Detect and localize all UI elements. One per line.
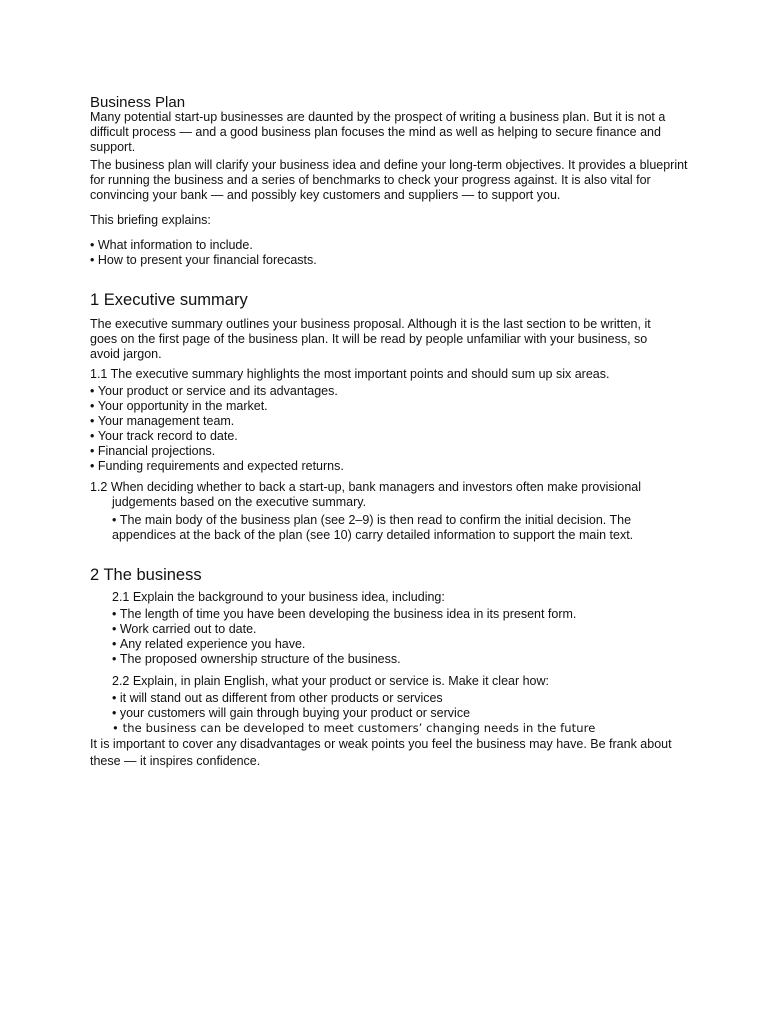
- list-item: • Any related experience you have.: [112, 637, 712, 652]
- section-2-1-paragraph: 2.1 Explain the background to your business idea, including:: [112, 590, 445, 604]
- section-2-2-list: [112, 691, 712, 736]
- list-item: • The main body of the business plan (see 2–9) is then read to confirm the initial decision. The appendices at the back of the plan (see 10) carry detailed information to support the main text.: [112, 513, 652, 543]
- intro-paragraph-3: This briefing explains:: [90, 213, 211, 227]
- intro-paragraph-2: The business plan will clarify your business idea and define your long-term objectives. It provides a blueprint for running the business and a series of benchmarks to check your progress against. It is also vital for convincing your bank — and possibly key customers and suppliers — to support you.: [90, 158, 688, 202]
- list-item: • it will stand out as different from other products or services: [112, 691, 712, 706]
- list-item: • your customers will gain through buying your product or service: [112, 706, 712, 721]
- section-2-1-list: [112, 607, 712, 667]
- intro-paragraph-1: Many potential start-up businesses are daunted by the prospect of writing a business plan. But it is not a difficult process — and a good business plan focuses the mind as well as helping to secure finance and support.: [90, 110, 666, 154]
- list-item: • Your track record to date.: [90, 429, 690, 444]
- list-item: • The proposed ownership structure of the business.: [112, 652, 712, 667]
- list-item: • How to present your financial forecasts.: [90, 253, 690, 268]
- list-item: • Financial projections.: [90, 444, 690, 459]
- section-1-paragraph: The executive summary outlines your business proposal. Although it is the last section to be written, it goes on the first page of the business plan. It will be read by people unfamiliar with your business, so avoid jargon.: [90, 317, 651, 361]
- section-2-closing-paragraph: It is important to cover any disadvantages or weak points you feel the business may have. Be frank about these — it inspires confidence.: [90, 737, 672, 768]
- section-1-2-text: 1.2 When deciding whether to back a start-up, bank managers and investors often make provisional judgements based on the executive summary.: [90, 480, 642, 509]
- list-item: • The length of time you have been developing the business idea in its present form.: [112, 607, 712, 622]
- intro-list: [90, 238, 690, 268]
- list-item: • the business can be developed to meet customers’ changing needs in the future: [112, 721, 712, 736]
- section-1-1-paragraph: 1.1 The executive summary highlights the most important points and should sum up six areas.: [90, 367, 610, 381]
- section-1-1-list: [90, 384, 690, 474]
- section-2-2-paragraph: 2.2 Explain, in plain English, what your product or service is. Make it clear how:: [112, 674, 550, 688]
- list-item: • What information to include.: [90, 238, 690, 253]
- page-title: Business Plan: [90, 94, 186, 111]
- section-1-2-paragraph: [90, 480, 650, 510]
- section-2-heading: 2 The business: [90, 566, 202, 584]
- section-1-2-list: [112, 513, 652, 543]
- section-1-heading: 1 Executive summary: [90, 291, 248, 309]
- list-item: • Your product or service and its advantages.: [90, 384, 690, 399]
- list-item: • Work carried out to date.: [112, 622, 712, 637]
- list-item: • Funding requirements and expected returns.: [90, 459, 690, 474]
- list-item: • Your opportunity in the market.: [90, 399, 690, 414]
- list-item: • Your management team.: [90, 414, 690, 429]
